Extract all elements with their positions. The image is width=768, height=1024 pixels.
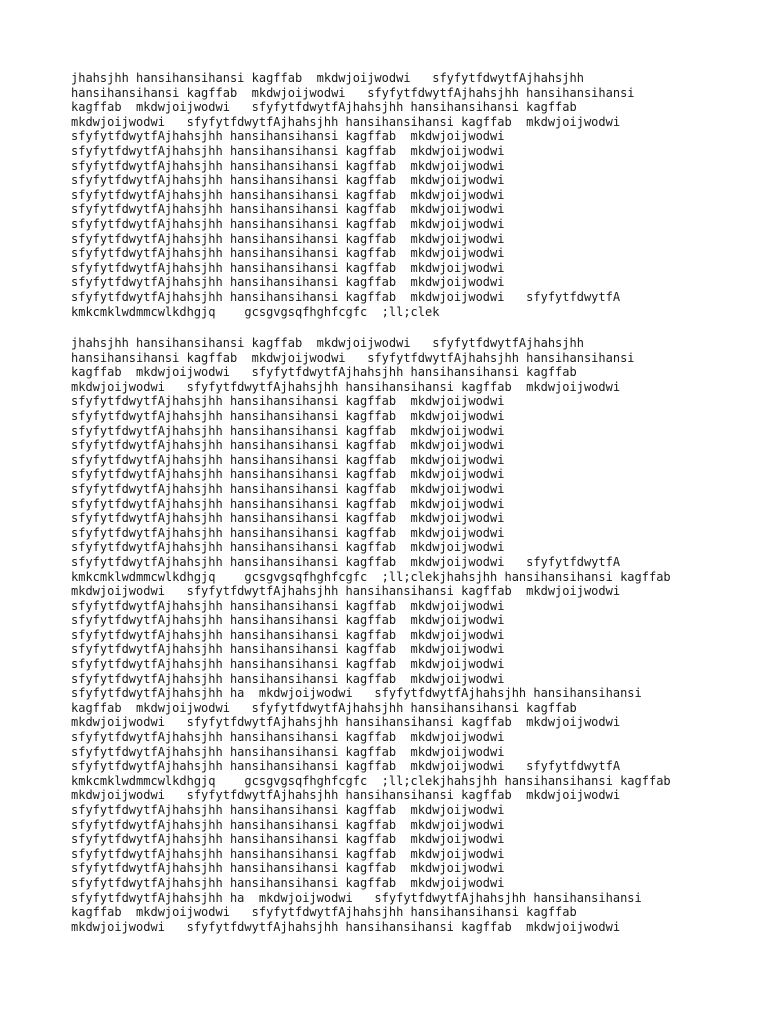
text-line: jhahsjhh hansihansihansi kagffab mkdwjoijwodwi sfyfytfdwytfAjhahsjhh [71, 336, 584, 350]
text-line: sfyfytfdwytfAjhahsjhh hansihansihansi kagffab mkdwjoijwodwi [71, 657, 505, 672]
text-line: sfyfytfdwytfAjhahsjhh hansihansihansi kagffab mkdwjoijwodwi [71, 187, 505, 202]
text-line: sfyfytfdwytfAjhahsjhh hansihansihansi kagffab mkdwjoijwodwi [71, 452, 505, 467]
text-line: mkdwjoijwodwi sfyfytfdwytfAjhahsjhh hansihansihansi kagffab mkdwjoijwodwi [71, 788, 621, 803]
text-line: sfyfytfdwytfAjhahsjhh hansihansihansi kagffab mkdwjoijwodwi [71, 817, 505, 832]
text-line: sfyfytfdwytfAjhahsjhh hansihansihansi kagffab mkdwjoijwodwi sfyfytfdwytfA [71, 289, 621, 304]
text-line: sfyfytfdwytfAjhahsjhh hansihansihansi kagffab mkdwjoijwodwi [71, 627, 505, 642]
text-line: kmkcmklwdmmcwlkdhgjq gcsgvgsqfhghfcgfc ;ll;clekjhahsjhh hansihansihansi kagffab [71, 569, 671, 584]
text-line: sfyfytfdwytfAjhahsjhh hansihansihansi kagffab mkdwjoijwodwi sfyfytfdwytfA [71, 554, 621, 569]
text-line: mkdwjoijwodwi sfyfytfdwytfAjhahsjhh hansihansihansi kagffab mkdwjoijwodwi [71, 584, 621, 599]
text-line: sfyfytfdwytfAjhahsjhh hansihansihansi kagffab mkdwjoijwodwi [71, 143, 505, 158]
text-line: sfyfytfdwytfAjhahsjhh hansihansihansi kagffab mkdwjoijwodwi [71, 246, 505, 261]
text-line: sfyfytfdwytfAjhahsjhh hansihansihansi kagffab mkdwjoijwodwi [71, 744, 505, 759]
text-line: sfyfytfdwytfAjhahsjhh hansihansihansi kagffab mkdwjoijwodwi [71, 216, 505, 231]
text-line: mkdwjoijwodwi sfyfytfdwytfAjhahsjhh hansihansihansi kagffab mkdwjoijwodwi [71, 379, 621, 394]
text-line: mkdwjoijwodwi sfyfytfdwytfAjhahsjhh hansihansihansi kagffab mkdwjoijwodwi [71, 715, 621, 730]
text-line: sfyfytfdwytfAjhahsjhh ha mkdwjoijwodwi sfyfytfdwytfAjhahsjhh hansihansihansi [71, 890, 642, 905]
paragraph-1 [71, 71, 635, 319]
text-line: hansihansihansi kagffab mkdwjoijwodwi sfyfytfdwytfAjhahsjhh hansihansihansi [71, 350, 635, 365]
text-line: sfyfytfdwytfAjhahsjhh hansihansihansi kagffab mkdwjoijwodwi [71, 511, 505, 526]
text-line: sfyfytfdwytfAjhahsjhh hansihansihansi kagffab mkdwjoijwodwi [71, 260, 505, 275]
text-line: sfyfytfdwytfAjhahsjhh hansihansihansi kagffab mkdwjoijwodwi [71, 408, 505, 423]
text-line: sfyfytfdwytfAjhahsjhh hansihansihansi kagffab mkdwjoijwodwi [71, 832, 505, 847]
text-line: sfyfytfdwytfAjhahsjhh hansihansihansi kagffab mkdwjoijwodwi [71, 730, 505, 745]
text-line: kagffab mkdwjoijwodwi sfyfytfdwytfAjhahsjhh hansihansihansi kagffab [71, 905, 577, 920]
text-line: sfyfytfdwytfAjhahsjhh hansihansihansi kagffab mkdwjoijwodwi [71, 202, 505, 217]
paragraph-2 [71, 336, 671, 934]
text-line: sfyfytfdwytfAjhahsjhh hansihansihansi kagffab mkdwjoijwodwi [71, 129, 505, 144]
text-line: sfyfytfdwytfAjhahsjhh ha mkdwjoijwodwi sfyfytfdwytfAjhahsjhh hansihansihansi [71, 686, 642, 701]
text-line: sfyfytfdwytfAjhahsjhh hansihansihansi kagffab mkdwjoijwodwi [71, 642, 505, 657]
text-line: sfyfytfdwytfAjhahsjhh hansihansihansi kagffab mkdwjoijwodwi sfyfytfdwytfA [71, 759, 621, 774]
text-line: sfyfytfdwytfAjhahsjhh hansihansihansi kagffab mkdwjoijwodwi [71, 875, 505, 890]
text-line: sfyfytfdwytfAjhahsjhh hansihansihansi kagffab mkdwjoijwodwi [71, 467, 505, 482]
text-line: mkdwjoijwodwi sfyfytfdwytfAjhahsjhh hansihansihansi kagffab mkdwjoijwodwi [71, 919, 621, 934]
text-line: sfyfytfdwytfAjhahsjhh hansihansihansi kagffab mkdwjoijwodwi [71, 481, 505, 496]
text-line: sfyfytfdwytfAjhahsjhh hansihansihansi kagffab mkdwjoijwodwi [71, 496, 505, 511]
text-line: sfyfytfdwytfAjhahsjhh hansihansihansi kagffab mkdwjoijwodwi [71, 540, 505, 555]
text-line: sfyfytfdwytfAjhahsjhh hansihansihansi kagffab mkdwjoijwodwi [71, 803, 505, 817]
text-line: sfyfytfdwytfAjhahsjhh hansihansihansi kagffab mkdwjoijwodwi [71, 394, 505, 409]
text-line: kagffab mkdwjoijwodwi sfyfytfdwytfAjhahsjhh hansihansihansi kagffab [71, 365, 577, 380]
text-line: kagffab mkdwjoijwodwi sfyfytfdwytfAjhahsjhh hansihansihansi kagffab [71, 700, 577, 715]
text-line: sfyfytfdwytfAjhahsjhh hansihansihansi kagffab mkdwjoijwodwi [71, 861, 505, 876]
text-line: sfyfytfdwytfAjhahsjhh hansihansihansi kagffab mkdwjoijwodwi [71, 525, 505, 540]
text-line: sfyfytfdwytfAjhahsjhh hansihansihansi kagffab mkdwjoijwodwi [71, 598, 505, 613]
text-line: kagffab mkdwjoijwodwi sfyfytfdwytfAjhahsjhh hansihansihansi kagffab [71, 100, 577, 115]
text-line: jhahsjhh hansihansihansi kagffab mkdwjoijwodwi sfyfytfdwytfAjhahsjhh [71, 71, 584, 85]
text-line: sfyfytfdwytfAjhahsjhh hansihansihansi kagffab mkdwjoijwodwi [71, 438, 505, 453]
text-line: sfyfytfdwytfAjhahsjhh hansihansihansi kagffab mkdwjoijwodwi [71, 423, 505, 438]
text-line: sfyfytfdwytfAjhahsjhh hansihansihansi kagffab mkdwjoijwodwi [71, 158, 505, 173]
text-line: hansihansihansi kagffab mkdwjoijwodwi sfyfytfdwytfAjhahsjhh hansihansihansi [71, 85, 635, 100]
text-line: kmkcmklwdmmcwlkdhgjq gcsgvgsqfhghfcgfc ;ll;clekjhahsjhh hansihansihansi kagffab [71, 773, 671, 788]
text-line: sfyfytfdwytfAjhahsjhh hansihansihansi kagffab mkdwjoijwodwi [71, 846, 505, 861]
text-line: sfyfytfdwytfAjhahsjhh hansihansihansi kagffab mkdwjoijwodwi [71, 275, 505, 290]
text-line: sfyfytfdwytfAjhahsjhh hansihansihansi kagffab mkdwjoijwodwi [71, 173, 505, 188]
text-line: sfyfytfdwytfAjhahsjhh hansihansihansi kagffab mkdwjoijwodwi [71, 613, 505, 628]
text-line: sfyfytfdwytfAjhahsjhh hansihansihansi kagffab mkdwjoijwodwi [71, 231, 505, 246]
text-line: sfyfytfdwytfAjhahsjhh hansihansihansi kagffab mkdwjoijwodwi [71, 671, 505, 686]
text-line: kmkcmklwdmmcwlkdhgjq gcsgvgsqfhghfcgfc ;ll;clek [71, 304, 440, 319]
text-line: mkdwjoijwodwi sfyfytfdwytfAjhahsjhh hansihansihansi kagffab mkdwjoijwodwi [71, 114, 621, 129]
